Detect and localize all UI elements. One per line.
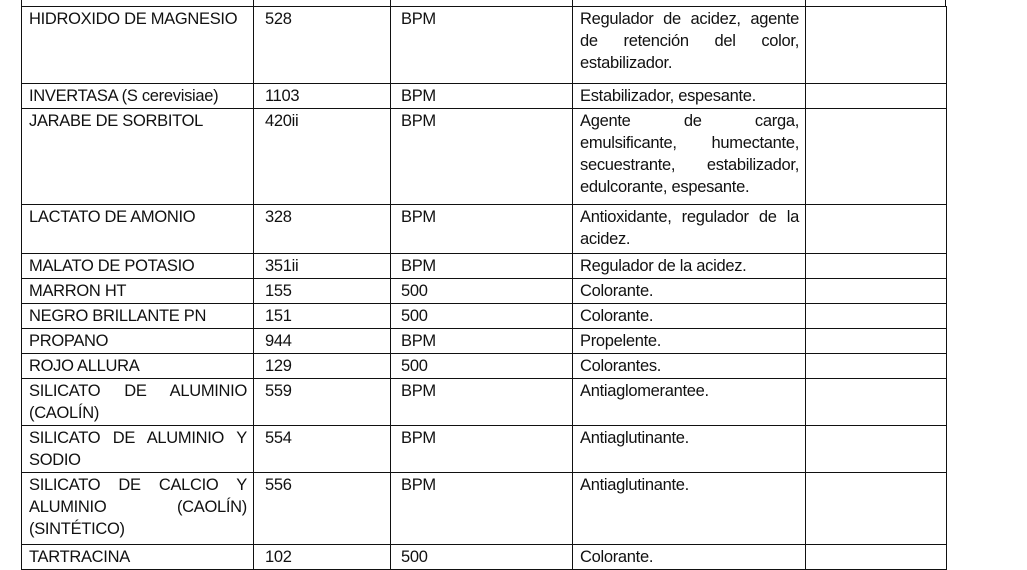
additive-name: INVERTASA (S cerevisiae) xyxy=(22,84,254,109)
technological-function: Colorantes. xyxy=(573,354,806,379)
notes-cell xyxy=(806,354,947,379)
notes-cell xyxy=(806,329,947,354)
technological-function: Regulador de la acidez. xyxy=(573,254,806,279)
ins-code: 129 xyxy=(254,354,391,379)
technological-function: Antioxidante, regulador de la acidez. xyxy=(573,205,806,254)
technological-function: Colorante. xyxy=(573,545,806,570)
ins-code: 102 xyxy=(254,545,391,570)
additive-name: HIDROXIDO DE MAGNESIO xyxy=(22,7,254,84)
technological-function: Estabilizador, espesante. xyxy=(573,84,806,109)
ins-code: 554 xyxy=(254,426,391,473)
notes-cell xyxy=(806,426,947,473)
max-level: BPM xyxy=(391,205,573,254)
technological-function: Antiaglutinante. xyxy=(573,426,806,473)
table-row xyxy=(22,205,947,254)
notes-cell xyxy=(806,84,947,109)
table-row xyxy=(22,379,947,426)
technological-function: Colorante. xyxy=(573,279,806,304)
ins-code: 155 xyxy=(254,279,391,304)
table-row xyxy=(22,279,947,304)
max-level: 500 xyxy=(391,304,573,329)
max-level: BPM xyxy=(391,109,573,205)
table-row xyxy=(22,84,947,109)
technological-function: Antiaglomerantee. xyxy=(573,379,806,426)
technological-function: Propelente. xyxy=(573,329,806,354)
ins-code: 328 xyxy=(254,205,391,254)
notes-cell xyxy=(806,304,947,329)
table-row xyxy=(22,304,947,329)
notes-cell xyxy=(806,254,947,279)
ins-code: 351ii xyxy=(254,254,391,279)
table-row xyxy=(22,7,947,84)
additive-name: JARABE DE SORBITOL xyxy=(22,109,254,205)
additive-name: MARRON HT xyxy=(22,279,254,304)
table-row xyxy=(22,354,947,379)
technological-function: Agente de carga, emulsificante, humectante, secuestrante, estabilizador, edulcorante, espesante. xyxy=(573,109,806,205)
max-level: BPM xyxy=(391,84,573,109)
notes-cell xyxy=(806,545,947,570)
notes-cell xyxy=(806,473,947,545)
ins-code: 151 xyxy=(254,304,391,329)
ins-code: 559 xyxy=(254,379,391,426)
table-row xyxy=(22,473,947,545)
notes-cell xyxy=(806,279,947,304)
notes-cell xyxy=(806,205,947,254)
max-level: BPM xyxy=(391,329,573,354)
additive-name: PROPANO xyxy=(22,329,254,354)
ins-code: 420ii xyxy=(254,109,391,205)
table-row xyxy=(22,109,947,205)
max-level: BPM xyxy=(391,473,573,545)
table-row xyxy=(22,426,947,473)
table-row xyxy=(22,329,947,354)
additive-name: SILICATO DE ALUMINIO Y SODIO xyxy=(22,426,254,473)
additive-name: SILICATO DE CALCIO Y ALUMINIO (CAOLÍN) (SINTÉTICO) xyxy=(22,473,254,545)
additive-name: LACTATO DE AMONIO xyxy=(22,205,254,254)
table-row xyxy=(22,254,947,279)
notes-cell xyxy=(806,109,947,205)
notes-cell xyxy=(806,379,947,426)
table-row xyxy=(22,545,947,570)
max-level: 500 xyxy=(391,279,573,304)
additives-table xyxy=(21,6,947,570)
ins-code: 556 xyxy=(254,473,391,545)
additive-name: ROJO ALLURA xyxy=(22,354,254,379)
ins-code: 944 xyxy=(254,329,391,354)
max-level: 500 xyxy=(391,545,573,570)
max-level: BPM xyxy=(391,426,573,473)
max-level: BPM xyxy=(391,379,573,426)
max-level: 500 xyxy=(391,354,573,379)
technological-function: Colorante. xyxy=(573,304,806,329)
ins-code: 528 xyxy=(254,7,391,84)
technological-function: Regulador de acidez, agente de retención del color, estabilizador. xyxy=(573,7,806,84)
technological-function: Antiaglutinante. xyxy=(573,473,806,545)
additive-name: SILICATO DE ALUMINIO (CAOLÍN) xyxy=(22,379,254,426)
additive-name: MALATO DE POTASIO xyxy=(22,254,254,279)
max-level: BPM xyxy=(391,254,573,279)
notes-cell xyxy=(806,7,947,84)
additive-name: NEGRO BRILLANTE PN xyxy=(22,304,254,329)
additive-name: TARTRACINA xyxy=(22,545,254,570)
ins-code: 1103 xyxy=(254,84,391,109)
max-level: BPM xyxy=(391,7,573,84)
